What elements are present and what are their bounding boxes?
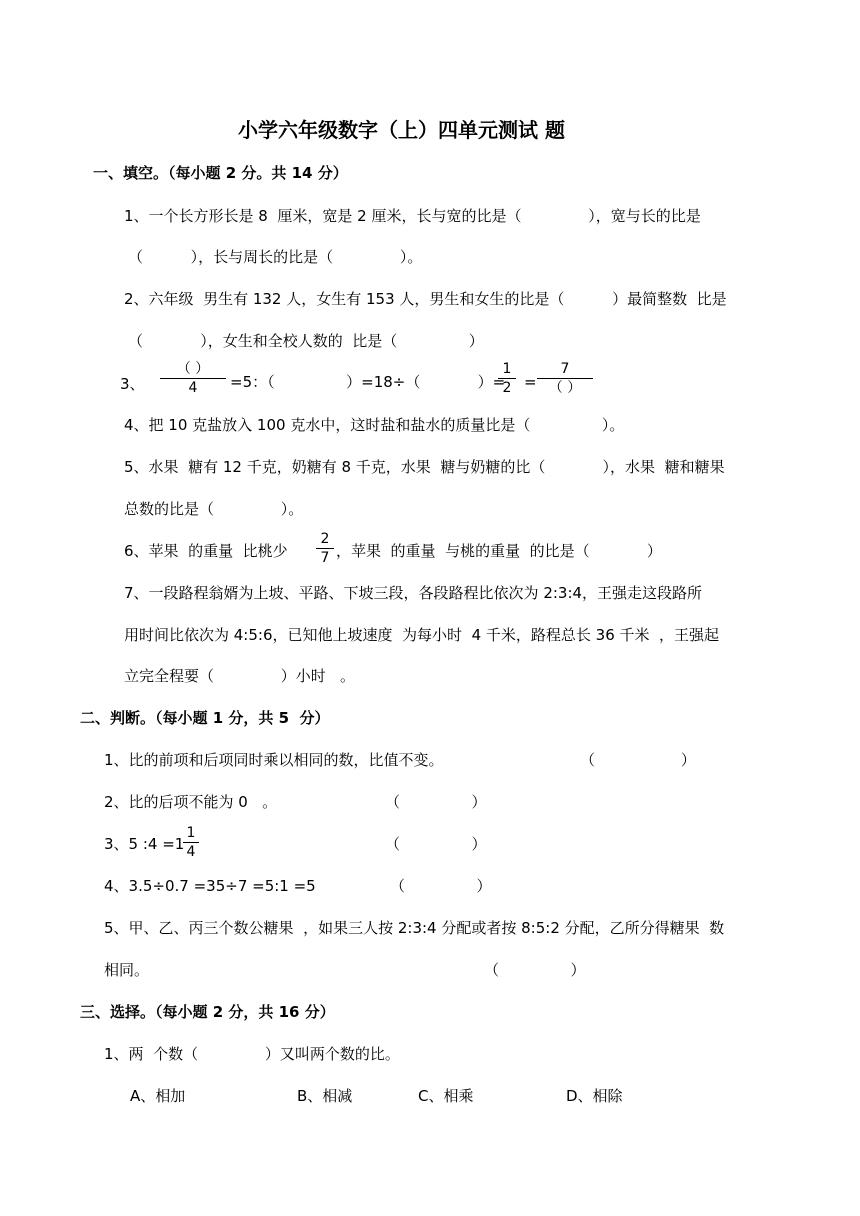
fraction-denominator: 4 [186, 844, 196, 860]
q1-7-line-2: 用时间比依次为 4:5:6，已知他上坡速度 为每小时 4 千米，路程总长 36 千米 ，王强起 [124, 626, 720, 644]
fraction-denominator: 2 [502, 380, 512, 396]
q2-5-line-1: 5、甲、乙、丙三个数公糖果 ，如果三人按 2:3:4 分配或者按 8:5:2 分配，乙所分得糖果 数 [104, 919, 725, 937]
q2-3-answer-paren: （ ） [385, 835, 487, 853]
fraction-denominator: 7 [320, 550, 330, 566]
q1-3-middle: =5：（ ）=18÷（ ）= [230, 373, 506, 391]
q1-3-fraction-3 [537, 360, 593, 397]
q1-7-line-1: 7、一段路程翁婿为上坡、平路、下坡三段，各段路程比依次为 2:3:4，王强走这段路所 [124, 584, 703, 602]
q2-2-answer-paren: （ ） [385, 793, 487, 811]
q2-2: 2、比的后项不能为 0 。 [104, 793, 278, 811]
q2-3-pre: 3、5 :4 =1 [104, 835, 185, 853]
section-3-heading: 三、选择。（每小题 2 分，共 16 分） [80, 1003, 335, 1021]
q2-1-answer-paren: （ ） [580, 751, 696, 769]
q3-1-option-c: C、相乘 [418, 1087, 474, 1105]
q1-3-fraction-1 [160, 360, 226, 397]
q1-5-line-1: 5、水果 糖有 12 千克，奶糖有 8 千克，水果 糖与奶糖的比（ ），水果 糖和糖果 [124, 458, 725, 476]
fraction-denominator: 4 [188, 380, 198, 396]
q1-2-line-2: （ ），女生和全校人数的 比是（ ） [128, 332, 484, 350]
q3-1-option-d: D、相除 [566, 1087, 623, 1105]
q2-4: 4、3.5÷0.7 =35÷7 =5:1 =5 [104, 877, 316, 895]
q2-4-answer-paren: （ ） [390, 877, 492, 895]
q1-3-equals: = [524, 373, 537, 391]
q1-6-post: ，苹果 的重量 与桃的重量 的比是（ ） [336, 542, 662, 560]
q3-1-option-a: A、相加 [130, 1087, 186, 1105]
q1-7-line-3: 立完全程要（ ）小时 。 [124, 667, 356, 685]
fraction-denominator: （ ） [548, 380, 582, 396]
q1-5-line-2: 总数的比是（ ）。 [124, 500, 304, 518]
q2-3-fraction [183, 824, 199, 861]
q1-1-line-1: 1、一个长方形长是 8 厘米，宽是 2 厘米，长与宽的比是（ ），宽与长的比是 [124, 207, 701, 225]
fraction-numerator: 2 [320, 531, 330, 547]
q3-1: 1、两 个数（ ）又叫两个数的比。 [104, 1045, 400, 1063]
q1-1-line-2: （ ），长与周长的比是（ ）。 [128, 248, 423, 266]
fraction-numerator: 1 [186, 825, 196, 841]
page-title: 小学六年级数字（上）四单元测试 题 [238, 118, 565, 142]
q1-2-line-1: 2、六年级 男生有 132 人，女生有 153 人，男生和女生的比是（ ）最简整数 比是 [124, 290, 727, 308]
q1-3-number: 3、 [120, 375, 145, 393]
q2-1: 1、比的前项和后项同时乘以相同的数，比值不变。 [104, 751, 444, 769]
fraction-numerator: 7 [560, 361, 570, 377]
section-2-heading: 二、判断。（每小题 1 分，共 5 分） [80, 709, 330, 727]
q1-6-fraction [316, 530, 334, 567]
fraction-numerator: （ ） [176, 361, 210, 377]
section-1-heading: 一、填空。（每小题 2 分。共 14 分） [93, 164, 348, 182]
fraction-numerator: 1 [502, 361, 512, 377]
q1-3-fraction-2 [498, 360, 516, 397]
q3-1-option-b: B、相减 [297, 1087, 353, 1105]
q1-4: 4、把 10 克盐放入 100 克水中，这时盐和盐水的质量比是（ ）。 [124, 416, 625, 434]
q1-6-pre: 6、苹果 的重量 比桃少 [124, 542, 288, 560]
q2-5-answer-paren: （ ） [484, 961, 586, 979]
q2-5-line-2: 相同。 [104, 961, 150, 979]
